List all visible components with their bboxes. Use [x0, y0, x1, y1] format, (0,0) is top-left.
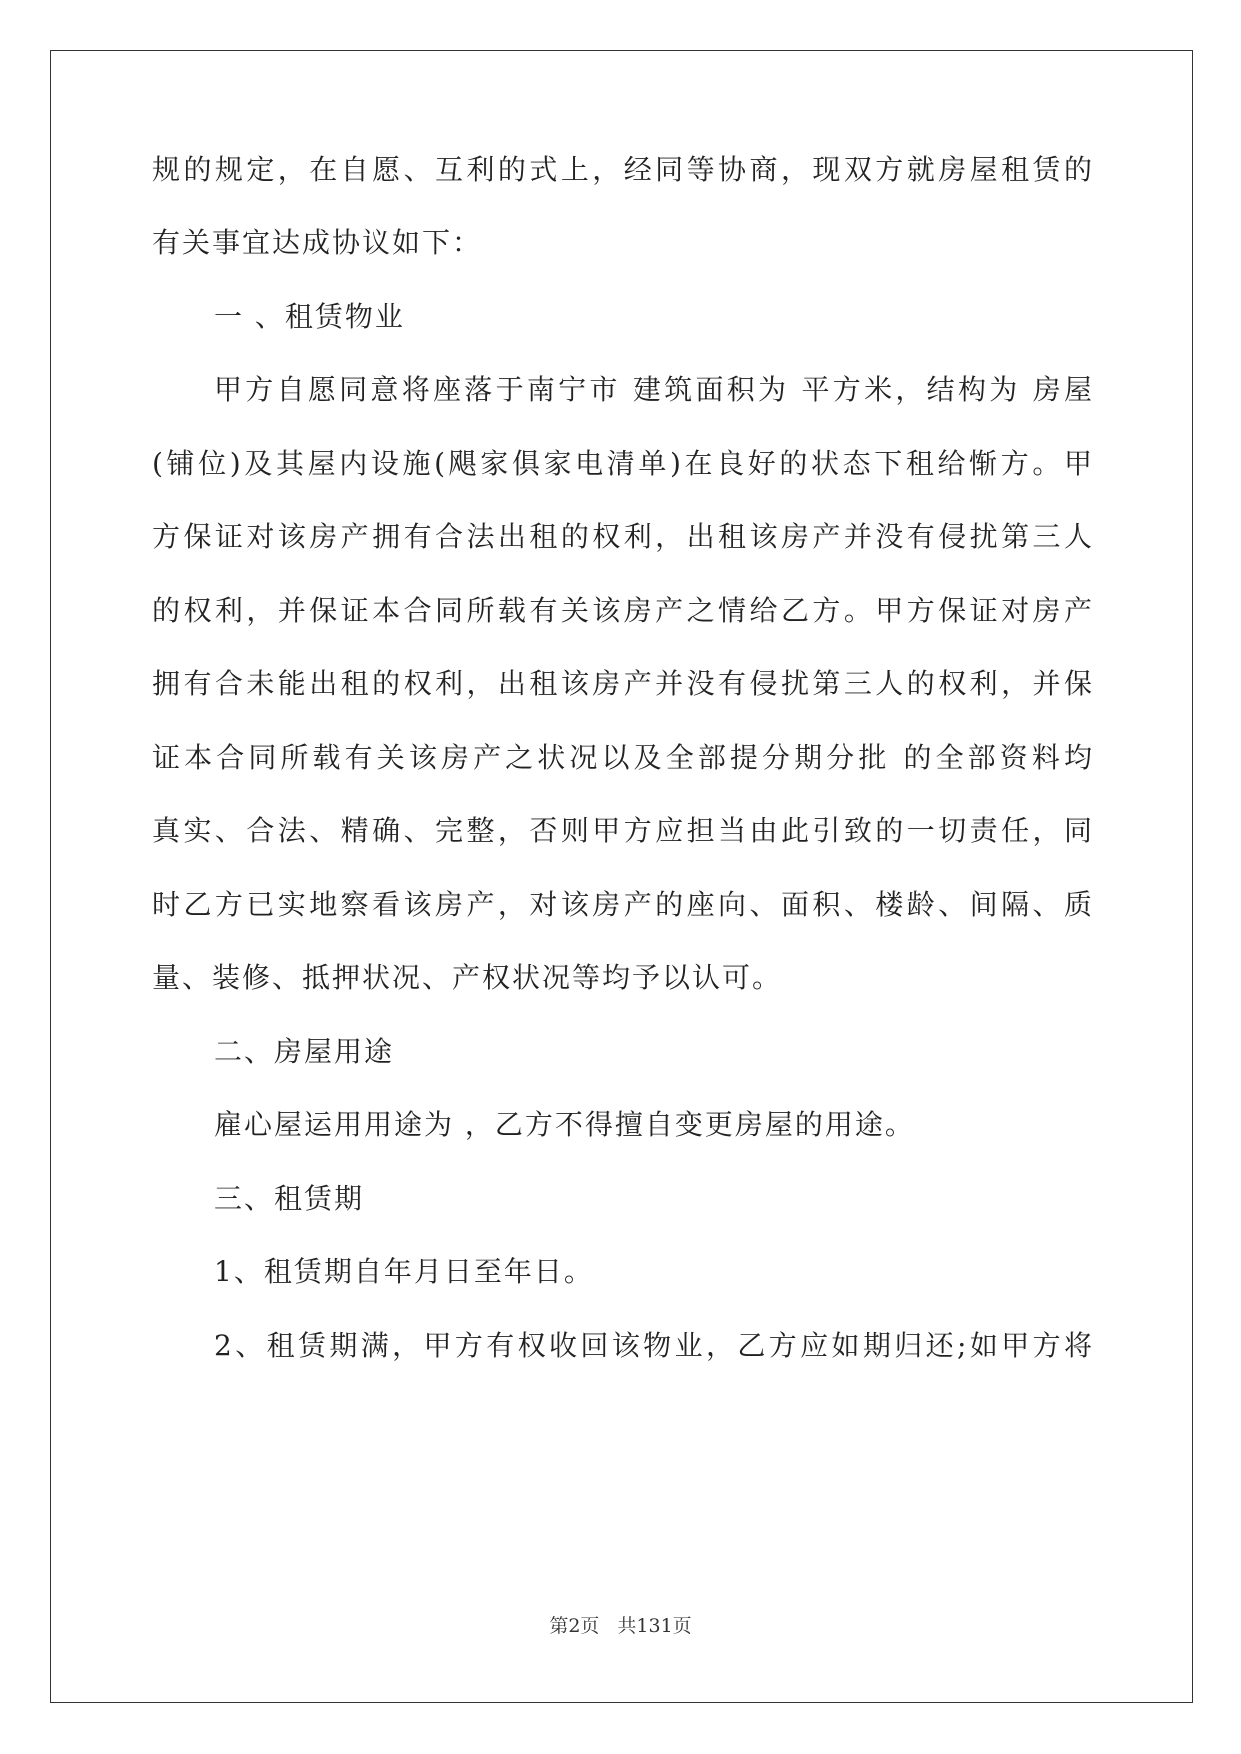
text-line: 时乙方已实地察看该房产，对该房产的座向、面积、楼龄、间隔、质: [152, 888, 1092, 921]
total-pages: 共131页: [617, 1615, 692, 1637]
text-line: 雇心屋运用用途为 ，乙方不得擅自变更房屋的用途。: [214, 1108, 915, 1141]
text-line: (铺位)及其屋内设施(飓家俱家电清单)在良好的状态下租给惭方。甲: [152, 447, 1092, 480]
text-line: 甲方自愿同意将座落于南宁市 建筑面积为 平方米，结构为 房屋: [214, 373, 1092, 406]
text-line: 的权利，并保证本合同所载有关该房产之情给乙方。甲方保证对房产: [152, 594, 1092, 627]
text-line: 方保证对该房产拥有合法出租的权利，出租该房产并没有侵扰第三人: [152, 520, 1092, 553]
text-line: 2、租赁期满，甲方有权收回该物业，乙方应如期归还;如甲方将: [214, 1329, 1092, 1362]
text-line: 拥有合未能出租的权利，出租该房产并没有侵扰第三人的权利，并保: [152, 667, 1092, 700]
text-line: 有关事宜达成协议如下：: [152, 226, 483, 259]
text-line: 1、租赁期自年月日至年日。: [214, 1255, 594, 1288]
text-line: 证本合同所载有关该房产之状况以及全部提分期分批 的全部资料均: [152, 741, 1092, 774]
text-line: 规的规定，在自愿、互利的式上，经同等协商，现双方就房屋租赁的: [152, 153, 1092, 186]
text-line: 量、装修、抵押状况、产权状况等均予以认可。: [152, 961, 783, 994]
section-heading: 三、租赁期: [214, 1182, 365, 1215]
page-footer: [0, 1614, 1241, 1638]
page-number: 第2页: [549, 1615, 600, 1637]
text-line: 真实、合法、精确、完整，否则甲方应担当由此引致的一切责任，同: [152, 814, 1092, 847]
section-heading: 一 、租赁物业: [214, 300, 405, 333]
section-heading: 二、房屋用途: [214, 1035, 395, 1068]
